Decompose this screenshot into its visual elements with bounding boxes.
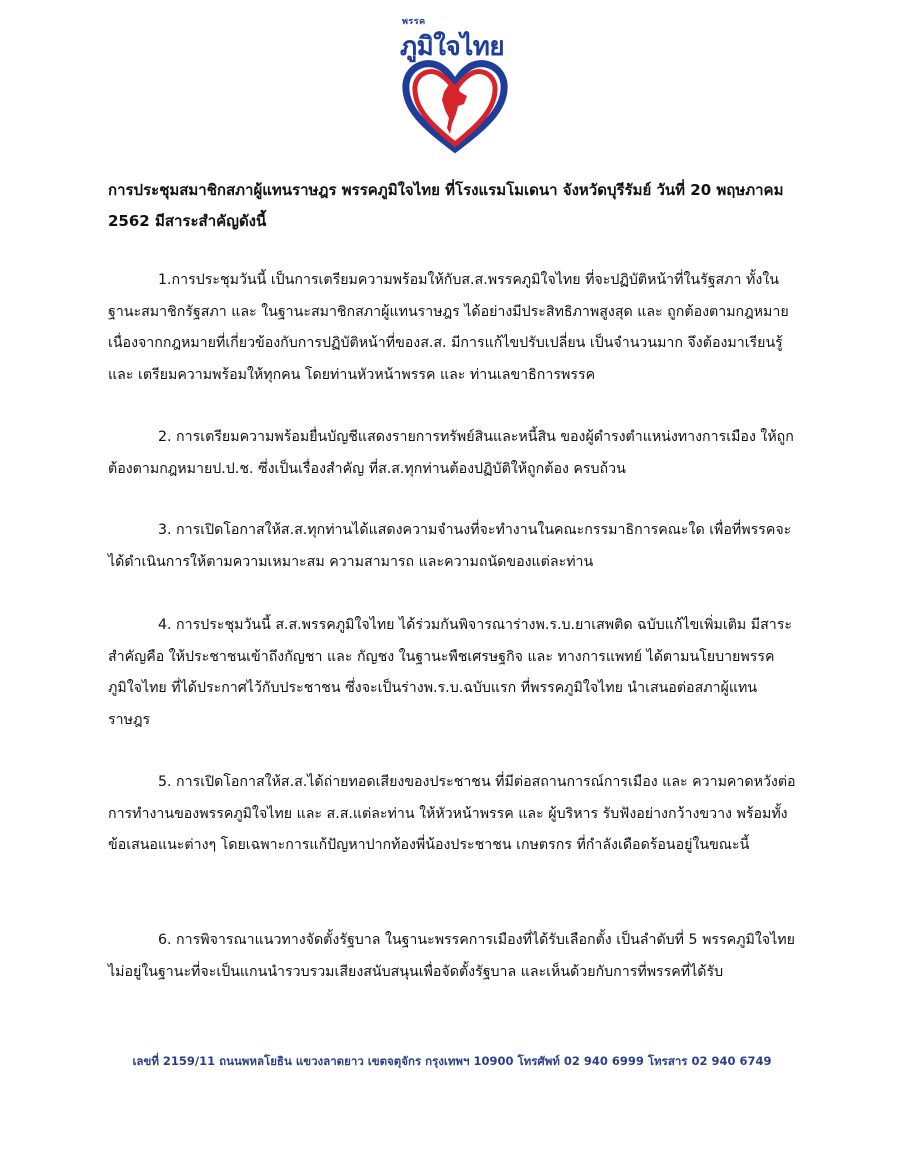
paragraph-5: 5. การเปิดโอกาสให้ส.ส.ได้ถ่ายทอดเสียงของประชาชน ที่มีต่อสถานการณ์การเมือง และ ความคาดหวังต่อการทำงานของพรรคภูมิใจไทย และ ส.ส.แต่ละท่าน ให้หัวหน้าพรรค และ ผู้บริหาร รับฟังอย่างกว้างขวาง พร้อมทั้งข้อเสนอแนะต่างๆ โดยเฉพาะการแก้ปัญหาปากท้องพี่น้องประชาชน เกษตรกร ที่กำลังเดือดร้อนอยู่ในขณะนี้: [108, 774, 796, 853]
paragraph-3: 3. การเปิดโอกาสให้ส.ส.ทุกท่านได้แสดงความจำนงที่จะทำงานในคณะกรรมาธิการคณะใด เพื่อที่พรรคจะได้ดำเนินการให้ตามความเหมาะสม ความสามารถ และความถนัดของแต่ละท่าน: [108, 522, 792, 570]
paragraph-2: 2. การเตรียมความพร้อมยื่นบัญชีแสดงรายการทรัพย์สินและหนี้สิน ของผู้ดำรงตำแหน่งทางการเมือง ให้ถูกต้องตามกฎหมายป.ป.ช. ซึ่งเป็นเรื่องสำคัญ ที่ส.ส.ทุกท่านต้องปฏิบัติให้ถูกต้อง ครบถ้วน: [108, 429, 794, 477]
logo-party-name: ภูมิใจไทย: [400, 32, 505, 62]
heart-map-icon: [400, 54, 510, 154]
logo-party-label: พรรค: [402, 17, 426, 27]
paragraph-4: 4. การประชุมวันนี้ ส.ส.พรรคภูมิใจไทย ได้ร่วมกันพิจารณาร่างพ.ร.บ.ยาเสพติด ฉบับแก้ไขเพิ่มเติม มีสาระสำคัญคือ ให้ประชาชนเข้าถึงกัญชา และ กัญชง ในฐานะพืชเศรษฐกิจ และ ทางการแพทย์ ได้ตามนโยบายพรรคภูมิใจไทย ที่ได้ประกาศไว้กับประชาชน ซึ่งจะเป็นร่างพ.ร.บ.ฉบับแรก ที่พรรคภูมิใจไทย นำเสนอต่อสภาผู้แทนราษฎร: [108, 617, 792, 728]
party-logo: [400, 14, 510, 154]
paragraph-1: 1.การประชุมวันนี้ เป็นการเตรียมความพร้อมให้กับส.ส.พรรคภูมิใจไทย ที่จะปฏิบัติหน้าที่ในรัฐสภา ทั้งในฐานะสมาชิกรัฐสภา และ ในฐานะสมาชิกสภาผู้แทนราษฎร ได้อย่างมีประสิทธิภาพสูงสุด และ ถูกต้องตามกฎหมาย เนื่องจากกฎหมายที่เกี่ยวข้องกับการปฏิบัติหน้าที่ของส.ส. มีการแก้ไขปรับเปลี่ยน เป็นจำนวนมาก จึงต้องมาเรียนรู้ และ เตรียมความพร้อมให้ทุกคน โดยท่านหัวหน้าพรรค และ ท่านเลขาธิการพรรค: [108, 272, 789, 383]
footer-address: เลขที่ 2159/11 ถนนพหลโยธิน แขวงลาดยาว เขตจตุจักร กรุงเทพฯ 10900 โทรศัพท์ 02 940 6999 โทรสาร 02 940 6749: [132, 1054, 772, 1068]
paragraph-6: 6. การพิจารณาแนวทางจัดตั้งรัฐบาล ในฐานะพรรคการเมืองที่ได้รับเลือกตั้ง เป็นลำดับที่ 5 พรรคภูมิใจไทย ไม่อยู่ในฐานะที่จะเป็นแกนนำรวบรวมเสียงสนับสนุนเพื่อจัดตั้งรัฐบาล และเห็นด้วยกับการที่พรรคที่ได้รับ: [108, 932, 795, 980]
document-title: การประชุมสมาชิกสภาผู้แทนราษฎร พรรคภูมิใจไทย ที่โรงแรมโมเดนา จังหวัดบุรีรัมย์ วันที่ 20 พฤษภาคม 2562 มีสาระสำคัญดังนี้: [108, 181, 784, 230]
